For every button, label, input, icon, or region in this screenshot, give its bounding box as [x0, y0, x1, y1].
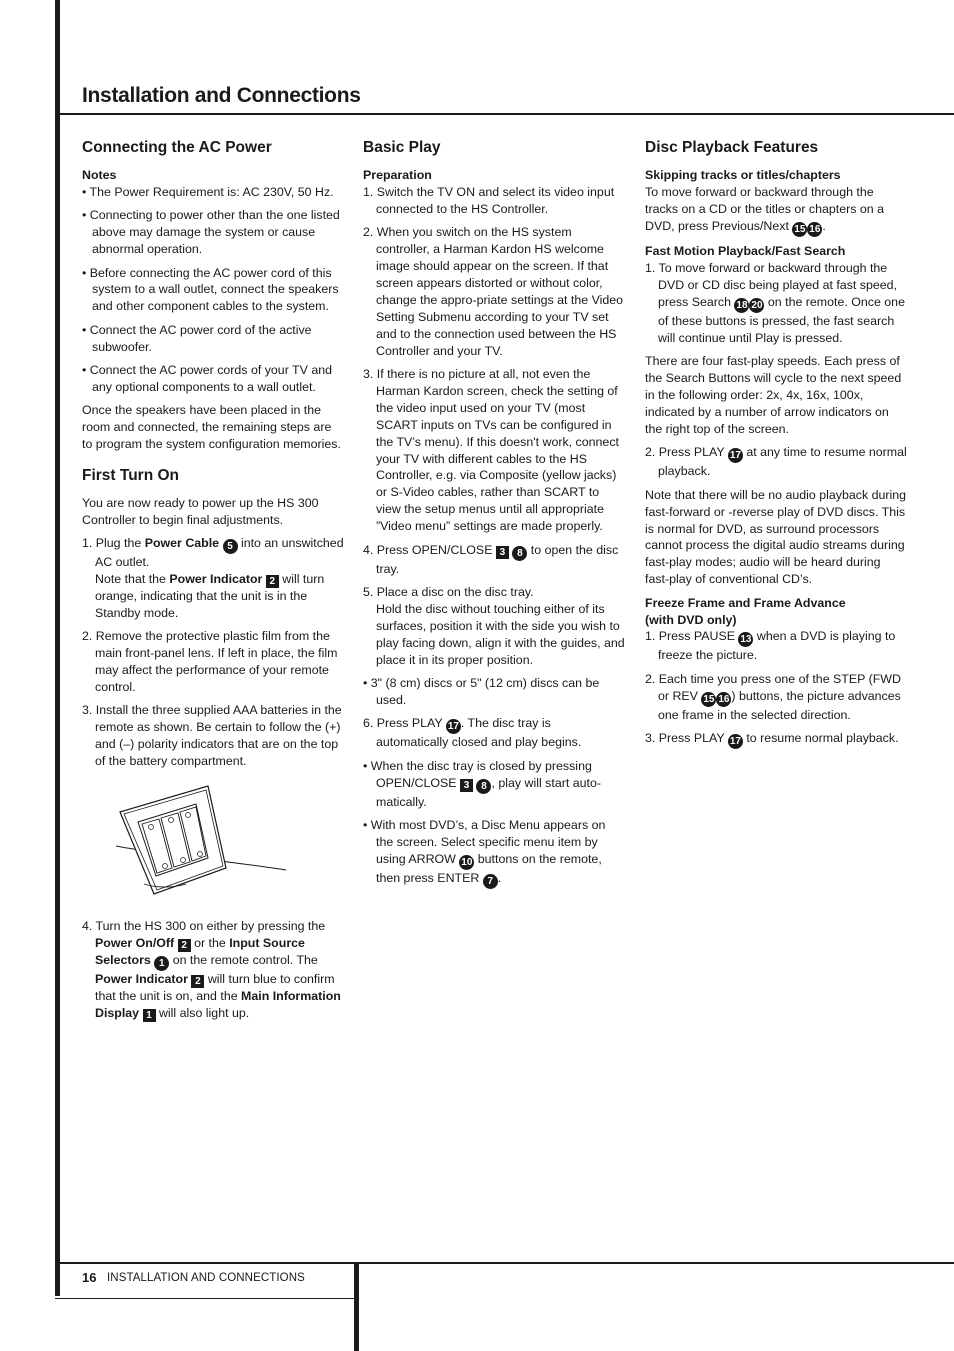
heading-notes: Notes — [82, 168, 117, 182]
fast-step-1 — [645, 260, 907, 347]
prep-step-3: 3. If there is no picture at all, not even the Harman Kardon screen, check the setting of the video input used on your TV (most SCART inputs on TVs can be configured in the TV’s menu). If this doesn't work, connect your TV with different cables to the HS Controller, e.g. via Composite (yellow jacks) or S-Video cables, rather than SCART to view the setup menus until all appropriate ”Video menu” settings are made properly. — [363, 366, 619, 534]
callout-15-icon: 15 — [794, 223, 806, 235]
callout-17-icon: 17 — [447, 721, 459, 733]
step-text: 2. Press PLAY — [645, 445, 728, 460]
step-text: . — [497, 870, 502, 885]
step-text: will turn blue to confirm that the unit is on, and the — [95, 971, 335, 1003]
callout-17-icon: 17 — [729, 736, 741, 748]
step-text: when a DVD is playing to freeze the picture. — [658, 629, 896, 663]
prep-step-6 — [363, 715, 625, 751]
left-margin-bar — [55, 0, 60, 1296]
step-text: 1. To move forward or backward through the DVD or CD disc being played at fast speed, press Search — [645, 261, 897, 309]
para-text: . — [822, 218, 826, 233]
fast-step-2 — [645, 444, 907, 480]
step-text: 1. Plug the — [82, 535, 145, 550]
step-text: buttons on the remote, then press ENTER — [376, 851, 602, 885]
fast-paragraph: There are four fast-play speeds. Each press of the Search Buttons will cycle to the next speed in the following order: 2x, 4x, 16x, 100x, indicated by a number of arrow indicators on the right top of the screen. — [645, 354, 902, 436]
note-item: • Connecting to power other than the one listed above may damage the system or cause abnormal operation. — [82, 208, 340, 257]
prep-step-4 — [363, 542, 625, 578]
step-text: 1. Press PAUSE — [645, 629, 739, 644]
step-bold: Input Source Selectors — [95, 935, 305, 967]
callout-5-icon: 5 — [223, 539, 238, 554]
first-intro: You are now ready to power up the HS 300 Controller to begin final adjustments. — [82, 495, 319, 527]
heading-first-turn-on: First Turn On — [82, 466, 180, 484]
prep-bullet — [363, 758, 625, 811]
step-text: to open the disc tray. — [376, 542, 619, 576]
callout-13-icon: 13 — [740, 634, 752, 646]
step-text: • When the disc tray is closed by pressing OPEN/CLOSE — [363, 758, 592, 790]
heading-freeze-frame: Freeze Frame and Frame Advance — [645, 595, 846, 610]
footer-section-label: INSTALLATION AND CONNECTIONS — [107, 1272, 305, 1284]
step-text: 2. Each time you press one of the STEP (FWD or REV — [645, 671, 901, 703]
column-1 — [82, 138, 344, 1028]
step-text: 4. Press OPEN/CLOSE — [363, 542, 496, 557]
heading-fast-motion: Fast Motion Playback/Fast Search — [645, 244, 846, 259]
note-item: • Connect the AC power cord of the active subwoofer. — [82, 322, 312, 354]
note-paragraph: Note that there will be no audio playback during fast-forward or -reverse play of DVD discs. This is normal for DVD, as surround processors cannot process the digital audio streams during fast-play modes; audio will be heard during fast-play of conventional CD’s. — [645, 487, 907, 587]
callout-1-icon: 1 — [154, 956, 169, 971]
step-text: into an unswitched AC outlet. — [95, 535, 344, 569]
step-bold: Power Indicator — [95, 971, 188, 986]
freeze-step-2 — [645, 671, 907, 724]
callout-2-icon: 2 — [178, 939, 191, 952]
page-title: Installation and Connections — [82, 84, 361, 107]
callout-15-icon: 15 — [703, 693, 715, 705]
callout-3-icon: 3 — [460, 779, 473, 792]
callout-3-icon: 3 — [496, 546, 509, 559]
heading-ac-power: Connecting the AC Power — [82, 139, 272, 156]
prep-step-2: 2. When you switch on the HS system controller, a Harman Kardon HS welcome image should appear on the screen. If that screen appears distorted or without color, change the appro-priate settings at the Video Setting Submenu according to your TV set and to the connection used between the HS Controller and your TV. — [363, 225, 624, 358]
step-bold: Main Information Display — [95, 988, 341, 1020]
step-bold: Power Indicator — [169, 571, 263, 586]
step-text: 4. Turn the HS 300 on either by pressing the — [82, 918, 326, 933]
callout-8-icon: 8 — [512, 546, 527, 561]
ac-paragraph: Once the speakers have been placed in the room and connected, the remaining steps are to program the system configuration memories. — [82, 403, 341, 452]
step-text: will turn orange, indicating that the unit is in the Standby mode. — [95, 571, 325, 620]
prep-step-1: 1. Switch the TV ON and select its video input connected to the HS Controller. — [363, 184, 615, 216]
heading-skipping: Skipping tracks or titles/chapters — [645, 168, 841, 182]
step-bold: Power On/Off — [95, 935, 175, 950]
step-text: at any time to resume normal playback. — [658, 445, 907, 479]
step-text: Hold the disc without touching either of its surfaces, position it with the side you wish to play facing down, align it with the guides, and place it in its proper position. — [376, 601, 625, 667]
prep-bullet: • 3" (8 cm) discs or 5" (12 cm) discs can be used. — [363, 675, 600, 707]
step-text: • With most DVD’s, a Disc Menu appears on the screen. Select specific menu item by using ARROW — [363, 818, 606, 866]
step-text: on the remote. Once one of these buttons is pressed, the fast search will continue until Play is pressed. — [658, 294, 905, 345]
step-text: 6. Press PLAY — [363, 716, 446, 731]
note-item: • Before connecting the AC power cord of this system to a wall outlet, connect the speakers and other component cables to the system. — [82, 265, 339, 314]
freeze-step-3 — [645, 730, 907, 749]
callout-2-icon: 2 — [266, 575, 279, 588]
heading-basic-play: Basic Play — [363, 139, 441, 156]
footer-divider-bar — [354, 1262, 359, 1351]
step-text: will also light up. — [155, 1005, 250, 1020]
column-3 — [645, 138, 907, 756]
step-text: 3. Press PLAY — [645, 731, 728, 746]
note-item: • Connect the AC power cords of your TV and any optional components to a wall outlet. — [82, 363, 332, 394]
prep-bullet — [363, 817, 625, 889]
footer-rule — [359, 1262, 954, 1264]
note-item: • The Power Requirement is: AC 230V, 50 Hz. — [82, 184, 334, 199]
step-text: ) buttons, the picture advances one frame in the selected direction. — [658, 688, 901, 722]
step-2: 2. Remove the protective plastic film from the main front-panel lens. If left in place, the film may affect the performance of your remote control. — [82, 629, 338, 694]
callout-20-icon: 20 — [751, 299, 763, 311]
column-2 — [363, 138, 625, 895]
callout-1-square-icon: 1 — [143, 1009, 156, 1022]
battery-compartment-illustration — [116, 784, 291, 900]
heading-preparation: Preparation — [363, 168, 432, 182]
page-number: 16 — [82, 1270, 97, 1285]
heading-disc-playback: Disc Playback Features — [645, 139, 819, 156]
step-text: on the remote control. The — [169, 952, 318, 967]
step-text: . The disc tray is automatically closed and play begins. — [376, 716, 582, 750]
callout-7-icon: 7 — [483, 874, 498, 889]
callout-2-icon: 2 — [191, 975, 204, 988]
step-text: or the — [190, 935, 230, 950]
skip-paragraph — [645, 184, 907, 237]
heading-freeze-frame-sub: (with DVD only) — [645, 612, 737, 627]
step-text: , play will start auto-matically. — [376, 775, 601, 809]
step-text: to resume normal playback. — [742, 731, 899, 746]
step-text: 5. Place a disc on the disc tray. — [363, 584, 534, 599]
callout-10-icon: 10 — [461, 856, 473, 868]
step-text: Note that the — [95, 571, 170, 586]
step-3: 3. Install the three supplied AAA batteries in the remote as shown. Be certain to follow the (+) and (–) polarity indicators that are on the top of the battery compartment. — [82, 703, 342, 768]
step-bold: Power Cable — [144, 535, 220, 550]
para-text: To move forward or backward through the tracks on a CD or the titles or chapters on a DVD, press Previous/Next — [645, 184, 884, 233]
step-1 — [82, 535, 344, 622]
callout-18-icon: 18 — [736, 299, 748, 311]
freeze-step-1 — [645, 628, 907, 664]
callout-16-icon: 16 — [718, 693, 730, 705]
callout-17-icon: 17 — [729, 450, 741, 462]
callout-16-icon: 16 — [809, 223, 821, 235]
callout-8-icon: 8 — [476, 779, 491, 794]
header-rule — [55, 113, 954, 115]
prep-step-5 — [363, 584, 625, 669]
step-4 — [82, 918, 344, 1022]
